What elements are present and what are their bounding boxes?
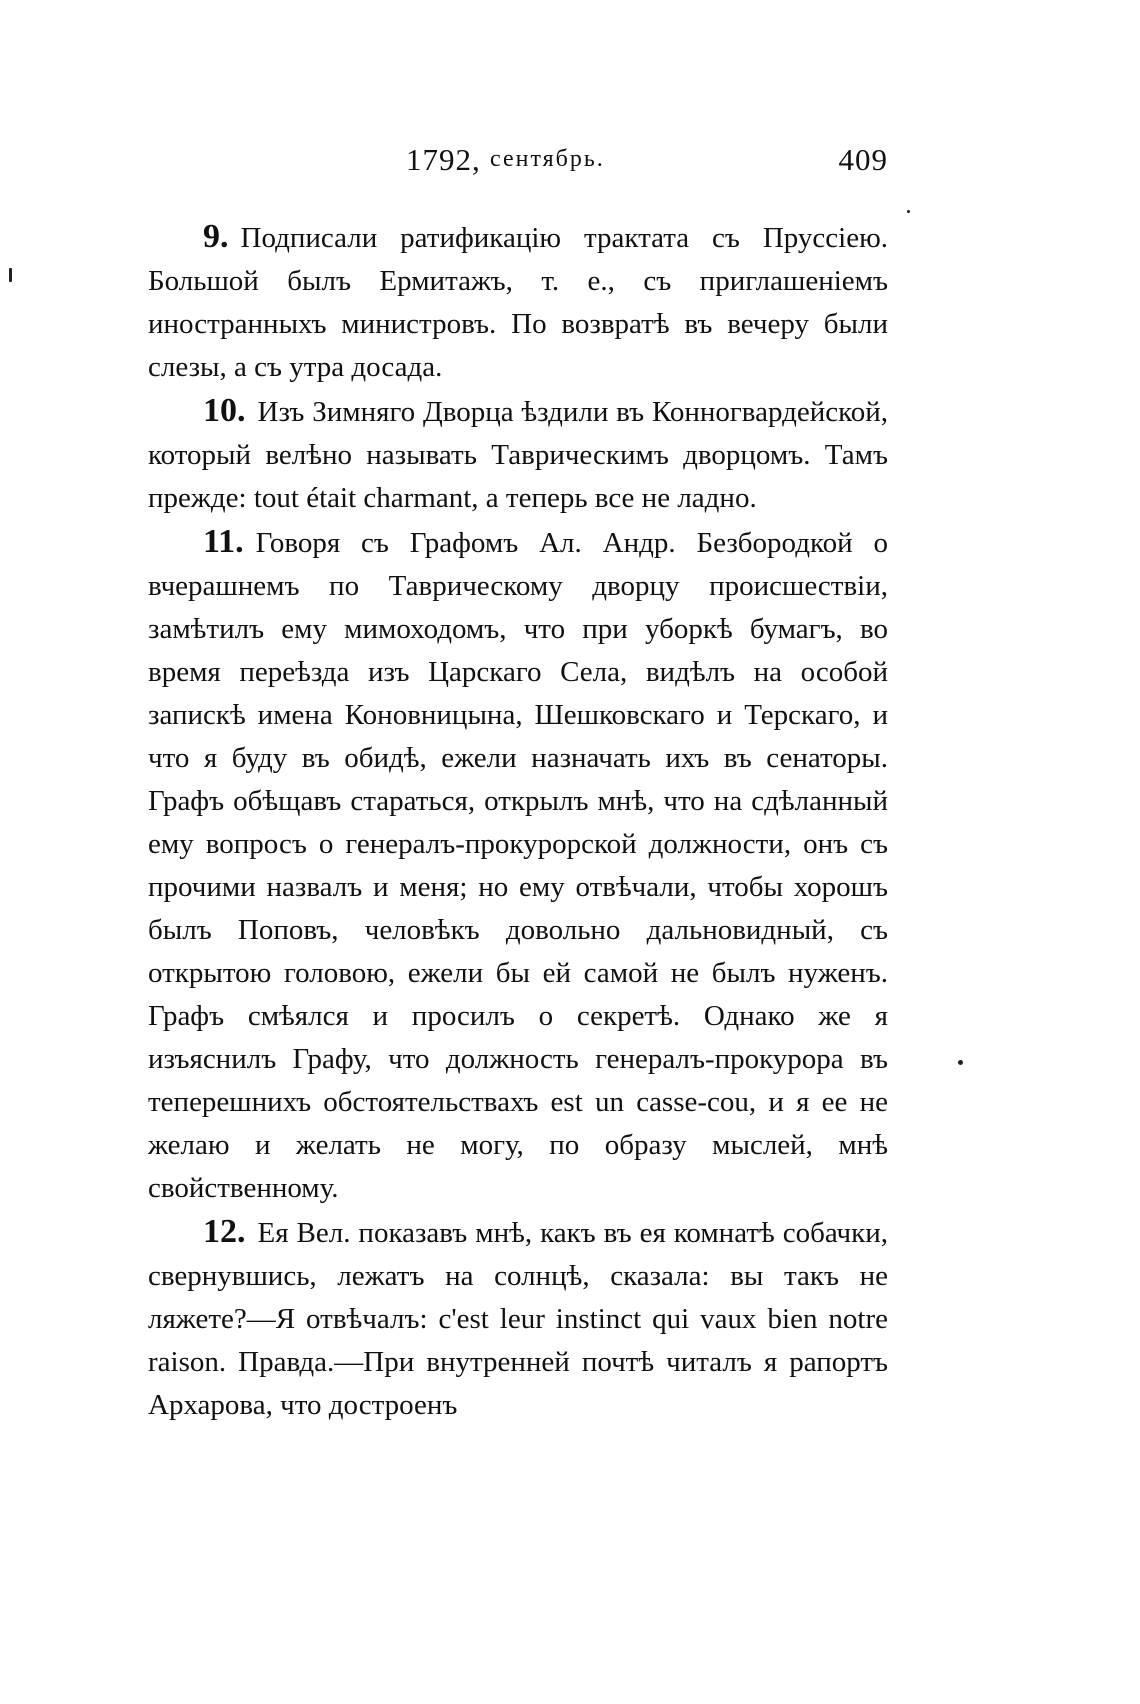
page-number: 409 <box>838 142 888 177</box>
running-header <box>148 142 888 192</box>
diary-entry-9 <box>148 215 888 389</box>
entry-text: Подписали ратификацію трактата съ Пруссіею. Большой былъ Ермитажъ, т. е., съ приглашеніемъ иностранныхъ министровъ. По возвратѣ въ вечеру были слезы, а съ утра досада. <box>148 222 888 383</box>
entry-number: 10. <box>203 392 246 429</box>
diary-entry-10 <box>148 389 888 520</box>
diary-entry-12 <box>148 1210 888 1427</box>
scan-speck <box>958 1060 963 1065</box>
entry-text: Изъ Зимняго Дворца ѣздили въ Конногвардейской, который велѣно называть Таврическимъ дворцомъ. Тамъ прежде: tout était charmant, а теперь все не ладно. <box>148 396 888 514</box>
entry-text: Говоря съ Графомъ Ал. Андр. Безбородкой о вчерашнемъ по Таврическому дворцу происшествіи, замѣтилъ ему мимоходомъ, что при уборкѣ бумагъ, во время переѣзда изъ Царскаго Села, видѣлъ на особой запискѣ имена Коновницына, Шешковскаго и Терскаго, и что я буду въ обидѣ, ежели назначать ихъ въ сенаторы. Графъ обѣщавъ стараться, открылъ мнѣ, что на сдѣланный ему вопросъ о генералъ-прокурорской должности, онъ съ прочими назвалъ и меня; но ему отвѣчали, чтобы хорошъ былъ Поповъ, человѣкъ довольно дальновидный, съ открытою головою, ежели бы ей самой не былъ нуженъ. Графъ смѣялся и просилъ о секретѣ. Однако же я изъяснилъ Графу, что должность генералъ-прокурора въ теперешнихъ обстоятельствахъ est un casse-cou, и я ее не желаю и желать не могу, по образу мыслей, мнѣ свойственному. <box>148 527 888 1204</box>
page-body <box>148 215 888 1427</box>
entry-number: 9. <box>203 218 229 255</box>
header-month: сентябрь. <box>490 146 605 172</box>
entry-number: 11. <box>203 523 244 560</box>
diary-entry-11 <box>148 520 888 1210</box>
header-year: 1792, <box>406 142 481 177</box>
scan-speck <box>907 210 910 213</box>
entry-number: 12. <box>203 1213 246 1250</box>
scan-speck <box>9 268 12 282</box>
entry-text: Ея Вел. показавъ мнѣ, какъ въ ея комнатѣ собачки, свернувшись, лежатъ на солнцѣ, сказала: вы такъ не ляжете?—Я отвѣчалъ: c'est leur instinct qui vaux bien notre raison. Правда.—При внутренней почтѣ читалъ я рапортъ Архарова, что достроенъ <box>148 1217 888 1421</box>
